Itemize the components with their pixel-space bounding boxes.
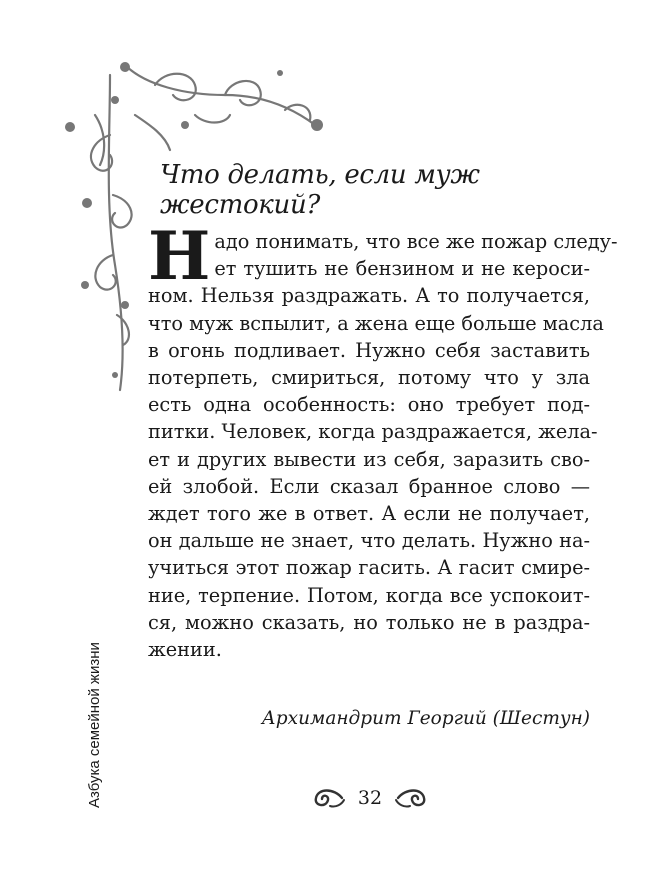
text-line: что муж вспылит, а жена еще больше масла xyxy=(148,311,604,335)
swirl-left-icon xyxy=(312,786,346,810)
page-number-block xyxy=(300,778,440,818)
text-line: он дальше не знает, что делать. Нужно на- xyxy=(148,529,590,553)
text-line: учиться этот пожар гасить. А гасит смире- xyxy=(148,556,590,580)
page-number: 32 xyxy=(357,787,383,809)
text-line: потерпеть, смириться, потому что у зла xyxy=(148,366,590,390)
text-line: ждет того же в ответ. А если не получает, xyxy=(148,502,590,526)
article-body xyxy=(148,217,618,663)
text-line: ей злобой. Если сказал бранное слово — xyxy=(148,474,590,498)
text-line: есть одна особенность: оно требует под- xyxy=(148,393,590,417)
text-line: адо понимать, что все же пожар следу- xyxy=(214,230,618,253)
author-signature: Архимандрит Георгий (Шестун) xyxy=(261,708,590,729)
page-title: Что делать, если муж жестокий? xyxy=(160,160,480,220)
swirl-right-icon xyxy=(394,786,428,810)
text-line: ет тушить не бензином и не кероси- xyxy=(214,257,590,281)
text-line: ние, терпение. Потом, когда все успокоит- xyxy=(148,583,590,607)
drop-cap: Н xyxy=(148,217,211,295)
running-head-vertical: Азбука семейной жизни xyxy=(86,642,103,808)
text-line: в огонь подливает. Нужно себя заставить xyxy=(148,338,590,362)
text-line: питки. Человек, когда раздражается, жела- xyxy=(148,420,598,444)
text-line: ся, можно сказать, но только не в раздра- xyxy=(148,610,590,634)
text-line: ет и других вывести из себя, заразить сво- xyxy=(148,447,590,471)
text-line: ном. Нельзя раздражать. А то получается, xyxy=(148,284,590,308)
text-line: жении. xyxy=(148,638,222,662)
